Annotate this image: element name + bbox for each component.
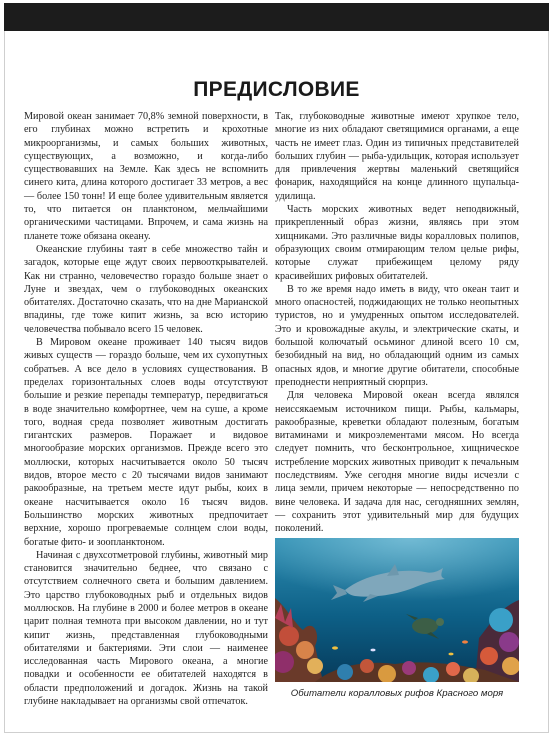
paragraph: Часть морских животных ведет неподвижный, прикрепленный образ жизни, являясь при этом хищниками. Это различные виды коралловых полипов, образующих своим отмирающим телом целые рифы, которые служат прибежищем целому ряду красивейших рифовых обитателей.: [275, 204, 519, 282]
paragraph: Океанские глубины таят в себе множество тайн и загадок, которые еще ждут своих первооткрывателей. Как ни странно, человечество гораздо больше знает о Луне и звездах, чем о глубоководных океанских обитателях. Достаточно сказать, что на дне Марианской впадины, где тоже кипит жизнь, за всю историю человечества побывало всего 15 человек.: [24, 243, 268, 335]
right-column: [275, 110, 519, 536]
paragraph: В Мировом океане проживает 140 тысяч видов живых существ — гораздо больше, чем их сухопутных собратьев. А все дело в условиях существования. В пределах горизонтальных слоев воды отсутствуют большие и резкие перепады температур, передвигаться в воде значительно комфортнее, чем на суше, а кроме того, водная среда позволяет животным достигать гигантских размеров. Поражает и видовое многообразие морских организмов. Прежде всего это моллюски, которых насчитывается около 50 тысяч видов, второе место с 20 тысячами видов занимают ракообразные, на третьем месте идут рыбы, коих в океане насчитывается около 16 тысяч видов. Большинство морских животных предпочитает верхние, хорошо прогреваемые солнцем слои воды, богатые фито- и зоопланктоном.: [24, 337, 268, 548]
paragraph: Для человека Мировой океан всегда являлся неиссякаемым источником пищи. Рыбы, кальмары, ракообразные, креветки обладают полезным, богатым витаминами и микроэлементами мясом. Но всегда следует помнить, что бесконтрольное, хищническое истребление морских животных приводит к печальным последствиям. Уже сегодня многие виды исчезли с лица земли, причем некоторые — непосредственно по вине человека. И задача для нас, сегодняшних землян, — сохранить этот удивительный мир для будущих поколений.: [275, 390, 519, 535]
paragraph: Так, глубоководные животные имеют хрупкое тело, многие из них обладают светящимися органами, а еще часть не имеет глаз. Один из типичных представителей больших глубин — рыба-удильщик, которая использует для привлечения жертвы маленький светящийся фонарик, находящийся на конце длинного щупальца-удилища.: [275, 111, 519, 202]
left-column: [24, 110, 268, 708]
top-bar: [4, 3, 549, 31]
paragraph: Мировой океан занимает 70,8% земной поверхности, в его глубинах можно встретить и крохотные микроорганизмы, и самых больших животных, существующих, а возможно, и когда-либо существовавших на Земле. Как здесь не вспомнить синего кита, длина которого достигает 33 метров, а вес — более 150 тонн! И еще более удивительным является то, что питается он планктоном, мельчайшими органическими частицами. Впрочем, и сама жизнь на планете тоже обязана океану.: [24, 111, 268, 242]
photo-caption: Обитатели коралловых рифов Красного моря: [290, 688, 504, 699]
paragraph: В то же время надо иметь в виду, что океан таит и много опасностей, поджидающих не только неопытных туристов, но и умудренных опытом исследователей. Это и кровожадные акулы, и электрические скаты, и большой колючатый осьминог длиной всего 10 см, безобидный на вид, но обладающий одним из самых опасных ядов, и многие другие обитатели, способные преподнести неприятный сюрприз.: [275, 283, 519, 388]
paragraph: Начиная с двухсотметровой глубины, животный мир становится значительно беднее, что связано с отсутствием солнечного света и большим давлением. Это царство глубоководных рыб и отдельных видов моллюсков. На глубине в 2000 и более метров в океане царит полная темнота при высоком давлении, но и тут кипит жизнь, представленная глубоководными обитателями и бактериями. Эти слои — наименее исследованная часть Мирового океана, а многие повадки и особенности ее обитателей находятся в области предположений и догадок. Жизнь на такой глубине накладывает на организмы свой отпечаток.: [24, 549, 268, 708]
coral-reef-photo: [275, 538, 519, 682]
page-title: ПРЕДИСЛОВИЕ: [193, 78, 360, 101]
